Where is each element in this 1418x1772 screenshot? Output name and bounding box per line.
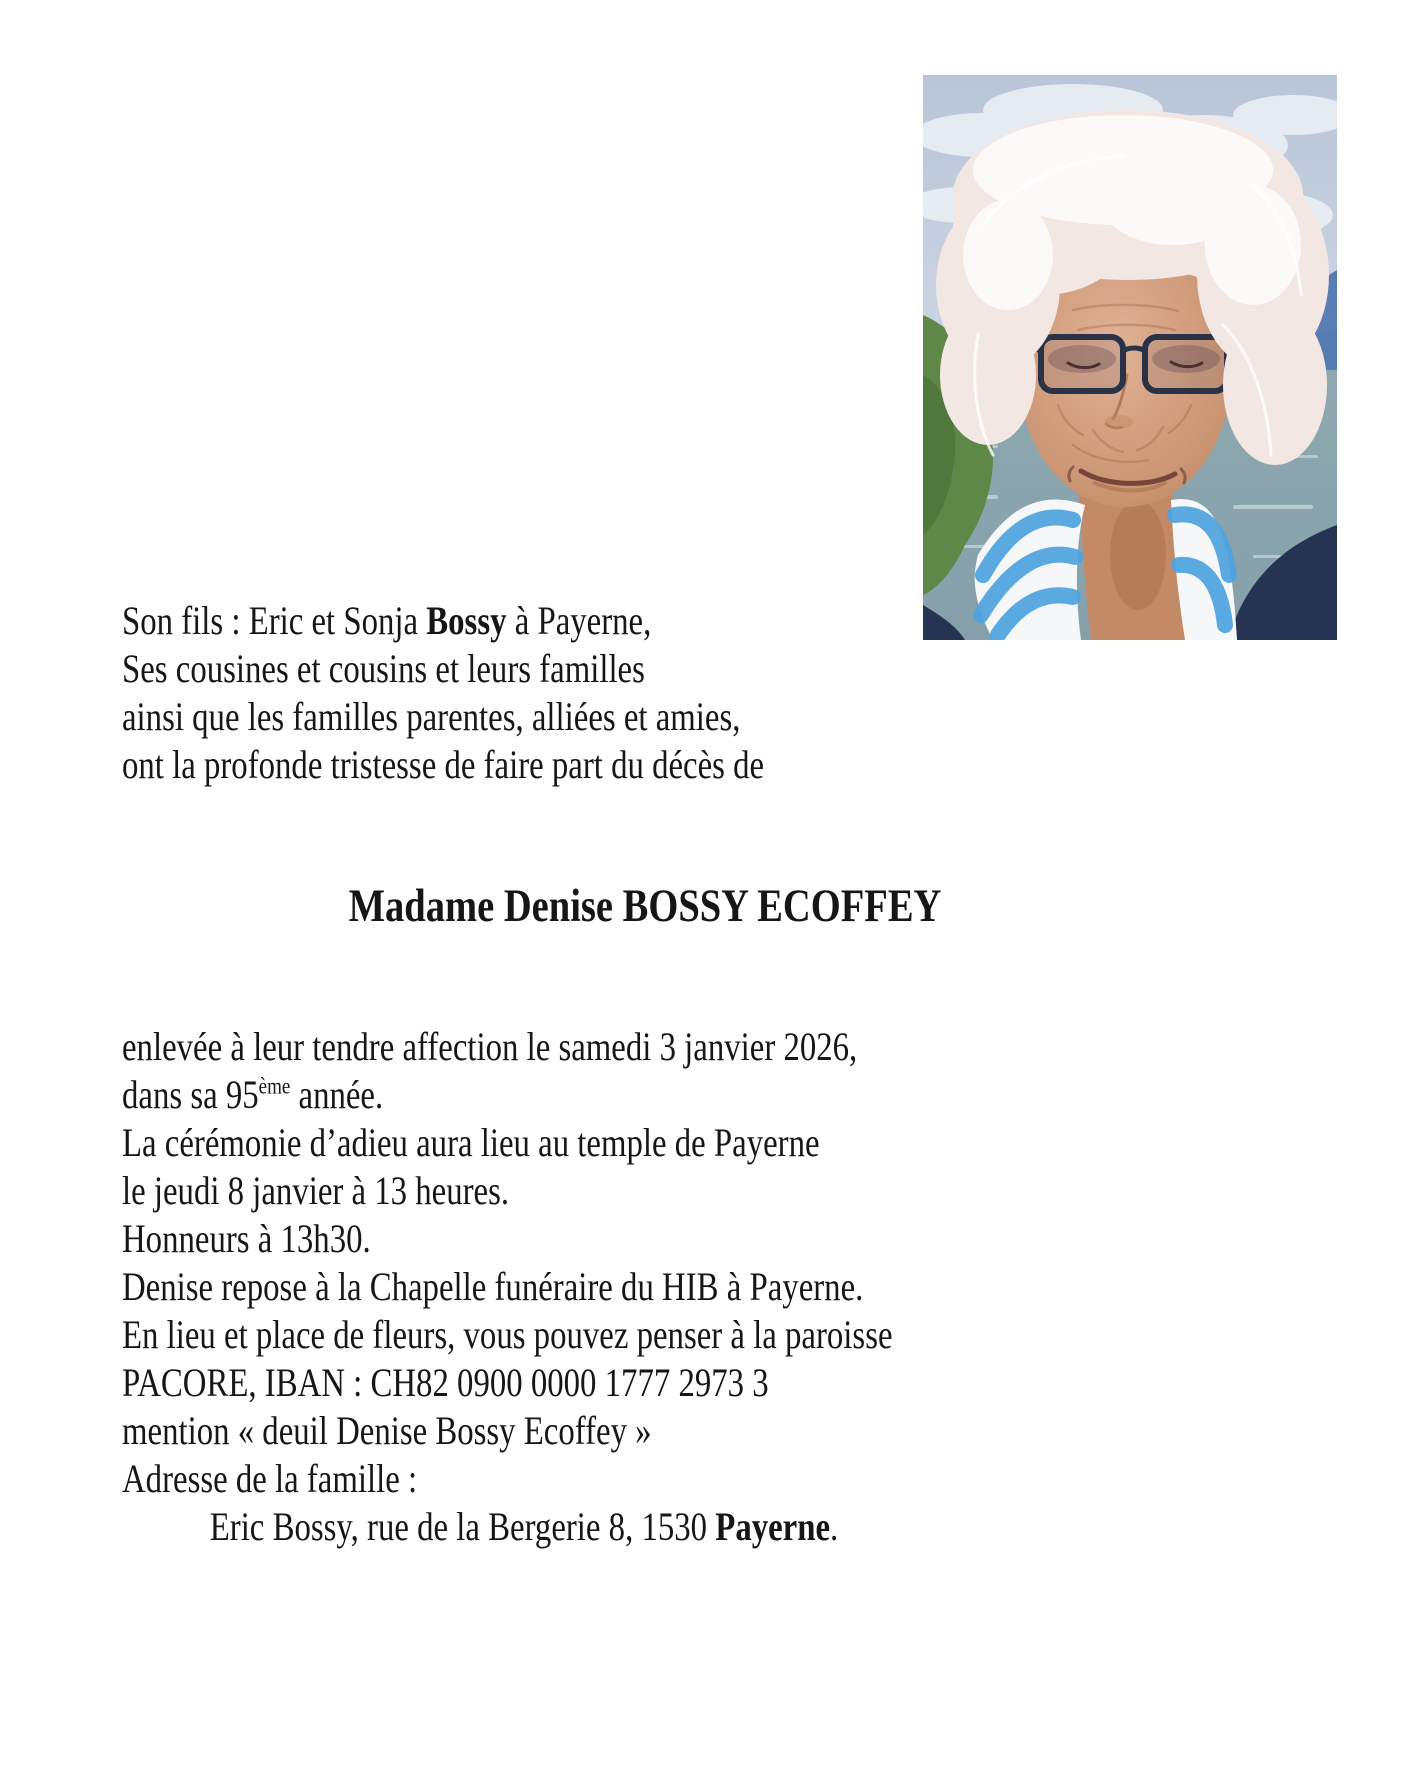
detail-line-6: Denise repose à la Chapelle funéraire du HIB à Payerne. (122, 1264, 864, 1309)
detail-line-4: le jeudi 8 janvier à 13 heures. (122, 1168, 510, 1213)
family-address-bold: Payerne (715, 1504, 831, 1549)
intro-line-1-pre: Son fils : Eric et Sonja (122, 598, 427, 643)
details-block (122, 1023, 1090, 1551)
detail-line-2-post: année. (290, 1072, 384, 1117)
detail-line-5: Honneurs à 13h30. (122, 1216, 371, 1261)
detail-line-7: En lieu et place de fleurs, vous pouvez penser à la paroisse (122, 1312, 893, 1357)
intro-line-3: ainsi que les familles parentes, alliées et amies, (122, 694, 741, 739)
detail-line-3: La cérémonie d’adieu aura lieu au temple de Payerne (122, 1120, 820, 1165)
family-address-pre: Eric Bossy, rue de la Bergerie 8, 1530 (209, 1504, 716, 1549)
portrait-photo-art (923, 75, 1337, 640)
intro-line-1-bold: Bossy (426, 598, 507, 643)
intro-block (122, 597, 1024, 789)
detail-line-2-pre: dans sa 95 (122, 1072, 259, 1117)
detail-line-2-sup: ème (258, 1073, 291, 1100)
family-address-line (122, 1503, 1090, 1551)
detail-line-1: enlevée à leur tendre affection le samedi 3 janvier 2026, (122, 1024, 858, 1069)
detail-line-10: Adresse de la famille : (122, 1456, 418, 1501)
deceased-name-title: Madame Denise BOSSY ECOFFEY (348, 880, 942, 932)
family-address-post: . (830, 1504, 839, 1549)
portrait-photo (923, 75, 1337, 640)
intro-line-2: Ses cousines et cousins et leurs familles (122, 646, 645, 691)
detail-line-9: mention « deuil Denise Bossy Ecoffey » (122, 1408, 652, 1453)
intro-line-1 (122, 597, 1024, 645)
detail-line-2 (122, 1071, 1090, 1119)
detail-line-8: PACORE, IBAN : CH82 0900 0000 1777 2973 3 (122, 1360, 769, 1405)
intro-line-4: ont la profonde tristesse de faire part du décès de (122, 742, 765, 787)
intro-line-1-post: à Payerne, (506, 598, 652, 643)
